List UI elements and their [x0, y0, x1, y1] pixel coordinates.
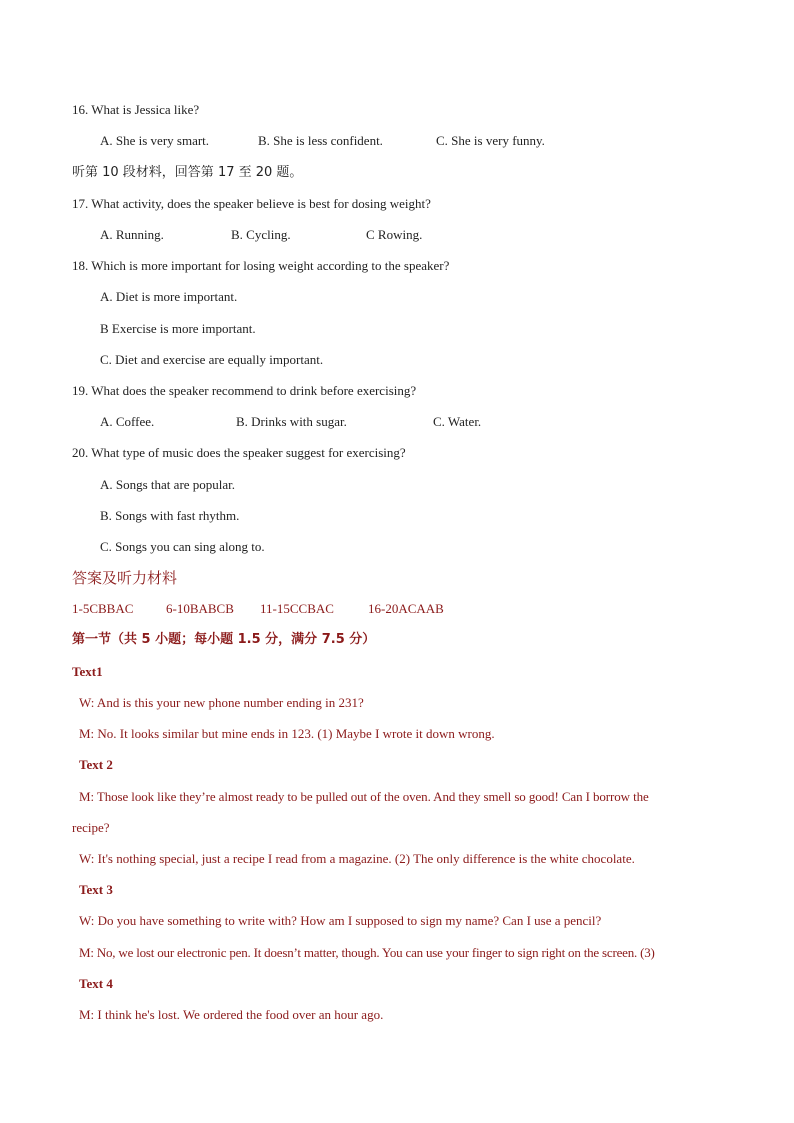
text-3-line-w: W: Do you have something to write with? How am I supposed to sign my name? Can I use a pencil?: [79, 913, 602, 928]
question-18-stem: 18. Which is more important for losing weight according to the speaker?: [72, 258, 450, 273]
question-18-option-a: A. Diet is more important.: [100, 289, 238, 304]
answer-key-6-10: 6-10BABCB: [166, 601, 234, 616]
part-one-title: 第一节（共 5 小题；每小题 1.5 分，满分 7.5 分）: [72, 632, 376, 647]
question-18-option-c: C. Diet and exercise are equally important.: [100, 352, 324, 367]
question-16-option-b: B. She is less confident.: [258, 133, 383, 148]
text-1-title: Text1: [72, 664, 103, 679]
question-18-option-b: B Exercise is more important.: [100, 321, 256, 336]
text-2-line-m: M: Those look like they’re almost ready to be pulled out of the oven. And they smell so good! Can I borrow the: [79, 789, 649, 804]
question-19-option-c: C. Water.: [433, 414, 482, 429]
question-17-option-b: B. Cycling.: [231, 227, 291, 242]
question-20-option-c: C. Songs you can sing along to.: [100, 539, 265, 554]
question-19-option-a: A. Coffee.: [100, 414, 155, 429]
question-19-stem: 19. What does the speaker recommend to drink before exercising?: [72, 383, 417, 398]
question-20-stem: 20. What type of music does the speaker suggest for exercising?: [72, 445, 406, 460]
answer-key-1-5: 1-5CBBAC: [72, 601, 134, 616]
text-3-line-m: M: No, we lost our electronic pen. It doesn’t matter, though. You can use your finger to sign right on the screen. (3): [79, 945, 655, 960]
section-instruction: 听第 10 段材料，回答第 17 至 20 题。: [72, 165, 303, 180]
text-2-line-m-continued: recipe?: [72, 820, 110, 835]
question-17-option-c: C Rowing.: [366, 227, 423, 242]
text-4-line-m: M: I think he's lost. We ordered the food over an hour ago.: [79, 1007, 384, 1022]
answer-key-16-20: 16-20ACAAB: [368, 601, 444, 616]
question-20-option-b: B. Songs with fast rhythm.: [100, 508, 240, 523]
question-19-option-b: B. Drinks with sugar.: [236, 414, 347, 429]
text-4-title: Text 4: [79, 976, 113, 991]
question-16-option-c: C. She is very funny.: [436, 133, 545, 148]
text-1-line-m: M: No. It looks similar but mine ends in 123. (1) Maybe I wrote it down wrong.: [79, 726, 495, 741]
text-2-title: Text 2: [79, 757, 113, 772]
question-16-option-a: A. She is very smart.: [100, 133, 210, 148]
question-17-option-a: A. Running.: [100, 227, 164, 242]
text-2-line-w: W: It's nothing special, just a recipe I read from a magazine. (2) The only difference is the white chocolate.: [79, 851, 635, 866]
text-1-line-w: W: And is this your new phone number ending in 231?: [79, 695, 364, 710]
answers-heading: 答案及听力材料: [72, 569, 178, 587]
question-20-option-a: A. Songs that are popular.: [100, 477, 236, 492]
question-16-stem: 16. What is Jessica like?: [72, 102, 200, 117]
answer-key-11-15: 11-15CCBAC: [260, 601, 334, 616]
question-17-stem: 17. What activity, does the speaker believe is best for dosing weight?: [72, 196, 431, 211]
text-3-title: Text 3: [79, 882, 113, 897]
